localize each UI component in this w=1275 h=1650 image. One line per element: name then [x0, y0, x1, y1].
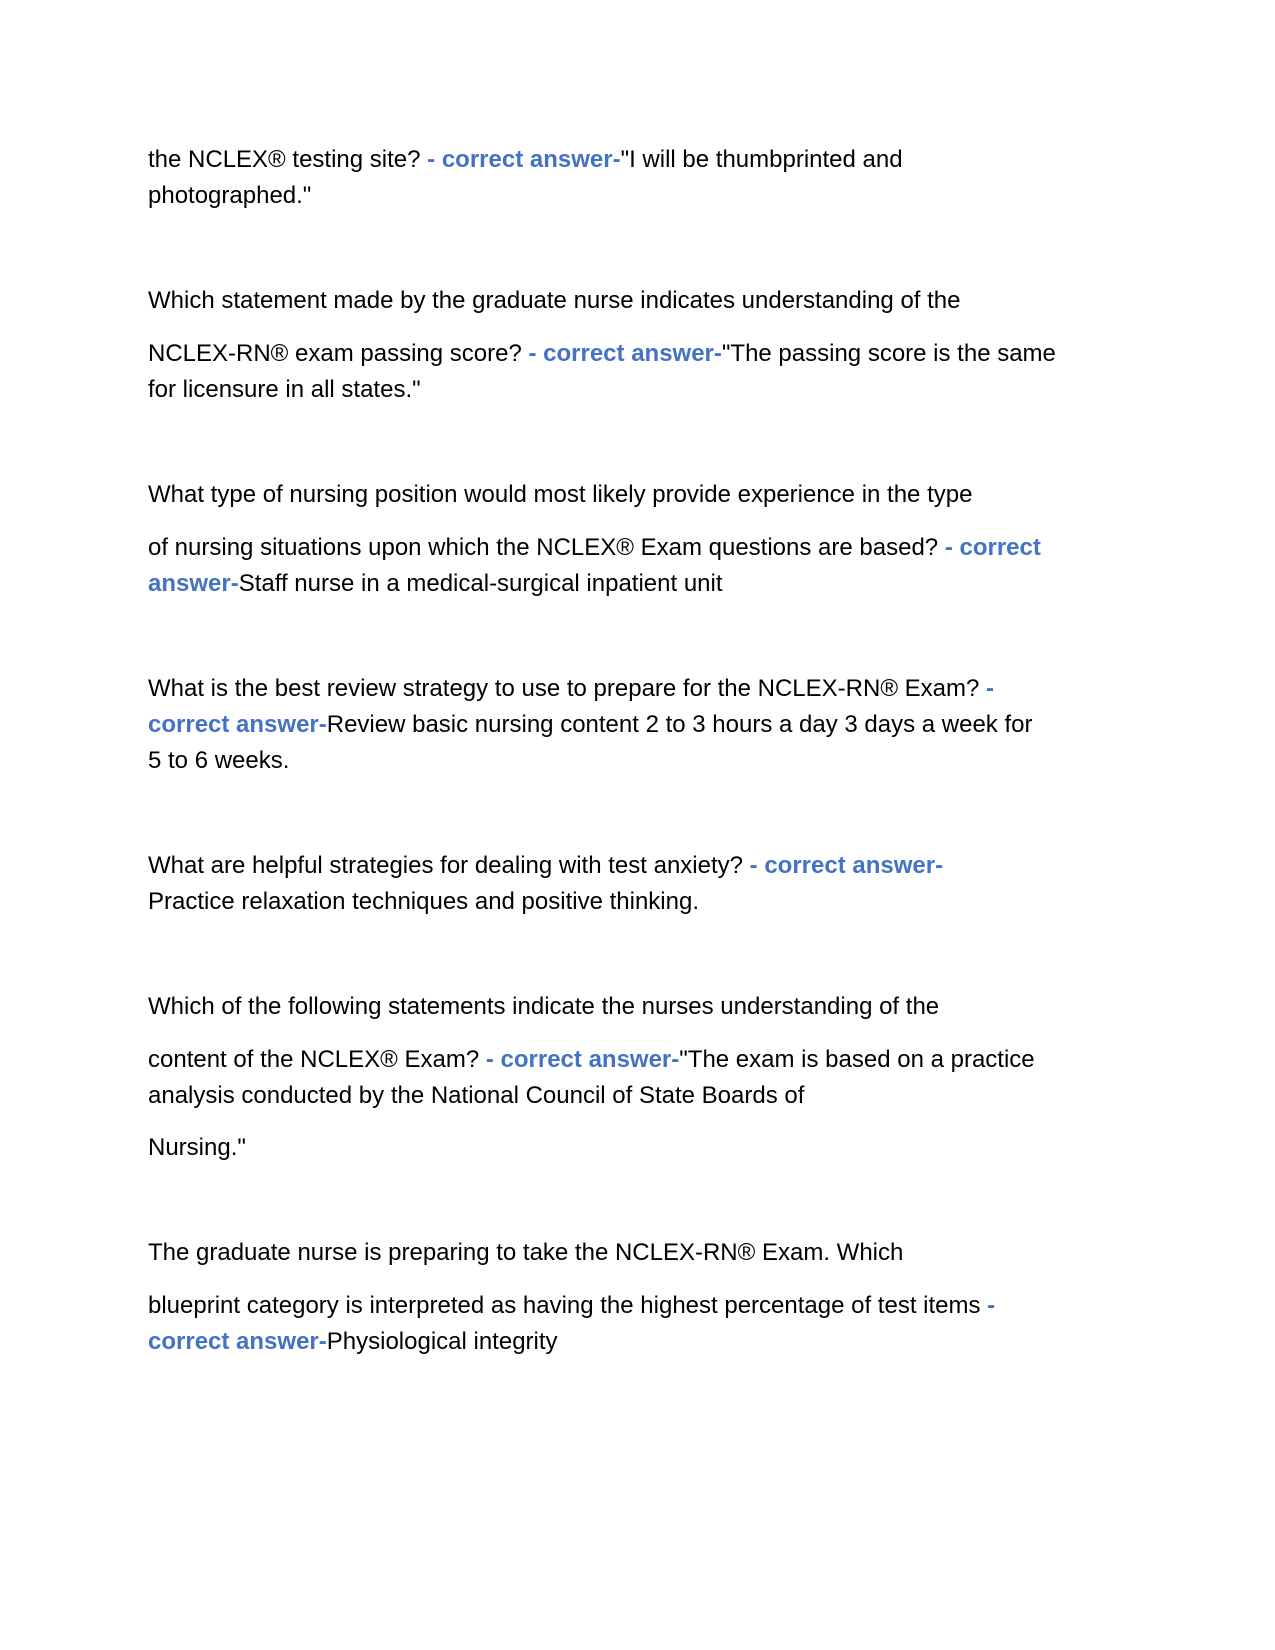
answer-line: analysis conducted by the National Council of State Boards of	[148, 1082, 805, 1109]
answer-line	[148, 569, 723, 599]
answer-text: Staff nurse in a medical-surgical inpatient unit	[238, 570, 723, 597]
correct-answer-label: - correct answer-	[528, 340, 722, 367]
answer-text: "The exam is based on a practice	[679, 1046, 1035, 1073]
question-text: content of the NCLEX® Exam?	[148, 1046, 486, 1073]
correct-answer-label: correct answer-	[148, 1328, 327, 1355]
correct-answer-label: -	[987, 1292, 996, 1319]
question-line: The graduate nurse is preparing to take the NCLEX-RN® Exam. Which	[148, 1239, 904, 1266]
question-text: NCLEX-RN® exam passing score?	[148, 340, 529, 367]
question-line: What type of nursing position would most likely provide experience in the type	[148, 481, 973, 508]
correct-answer-label: -	[986, 675, 995, 702]
answer-line	[148, 710, 1032, 740]
correct-answer-label: - correct answer-	[749, 852, 944, 879]
question-line	[148, 1045, 1035, 1075]
answer-text: "The passing score is the same	[721, 340, 1056, 367]
question-line	[148, 533, 1041, 563]
question-text: What are helpful strategies for dealing with test anxiety?	[148, 852, 750, 879]
question-line	[148, 674, 994, 704]
question-line	[148, 145, 903, 175]
question-line: Which statement made by the graduate nurse indicates understanding of the	[148, 287, 961, 314]
answer-text: Physiological integrity	[326, 1328, 558, 1355]
question-text: the NCLEX® testing site?	[148, 146, 428, 173]
answer-line	[148, 1327, 558, 1357]
answer-text: "I will be thumbprinted and	[620, 146, 903, 173]
correct-answer-label: correct answer-	[148, 711, 327, 738]
question-text: of nursing situations upon which the NCLEX® Exam questions are based?	[148, 534, 945, 561]
answer-text: Review basic nursing content 2 to 3 hours a day 3 days a week for	[326, 711, 1033, 738]
correct-answer-label: - correct answer-	[427, 146, 621, 173]
answer-line: 5 to 6 weeks.	[148, 747, 290, 774]
correct-answer-label: - correct answer-	[485, 1046, 680, 1073]
answer-line: for licensure in all states."	[148, 376, 421, 403]
question-text: What is the best review strategy to use to prepare for the NCLEX-RN® Exam?	[148, 675, 987, 702]
question-text: blueprint category is interpreted as having the highest percentage of test items	[148, 1292, 988, 1319]
correct-answer-label: answer-	[148, 570, 239, 597]
correct-answer-label: - correct	[944, 534, 1041, 561]
question-line: Which of the following statements indicate the nurses understanding of the	[148, 993, 940, 1020]
question-line	[148, 851, 943, 881]
answer-line: Nursing."	[148, 1134, 246, 1161]
answer-line: Practice relaxation techniques and positive thinking.	[148, 888, 699, 915]
answer-line: photographed."	[148, 182, 312, 209]
question-line	[148, 1291, 995, 1321]
question-line	[148, 339, 1056, 369]
